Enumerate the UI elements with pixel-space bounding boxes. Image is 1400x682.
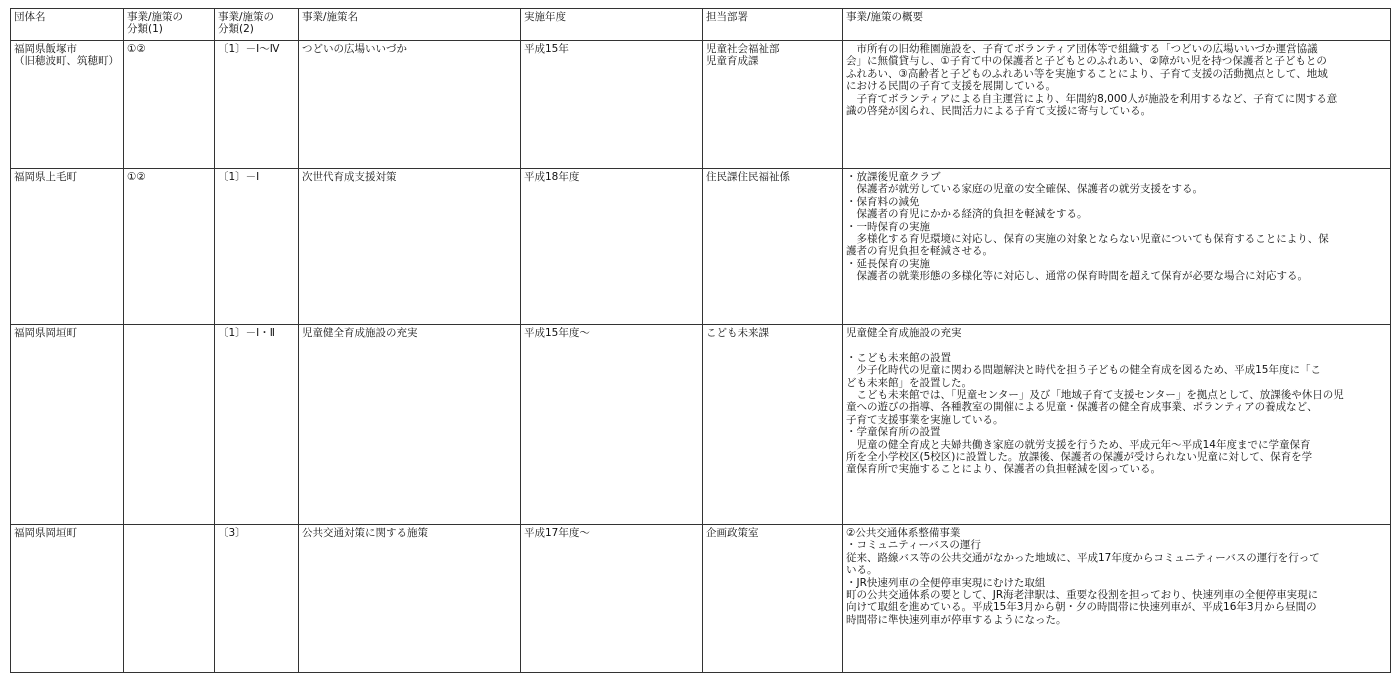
dept-line: 児童社会福祉部 [706, 43, 780, 55]
overview-cell [843, 325, 1391, 525]
dept-cell [703, 525, 843, 673]
header-line: 分類(1) [127, 23, 163, 36]
overview-line: 児童の健全育成と夫婦共働き家庭の就労支援を行うため、平成元年～平成14年度までに学童保育 [846, 438, 1311, 451]
measure-name-text: 次世代育成支援対策 [302, 171, 397, 183]
header-line: 実施年度 [524, 11, 566, 23]
dept-line: 企画政策室 [706, 527, 759, 539]
overview-line: 子育て支援事業を実施している。 [846, 413, 1004, 426]
measure-name-cell [299, 41, 521, 169]
overview-line: ・一時保育の実施 [846, 220, 930, 233]
year-text: 平成17年度～ [524, 527, 590, 539]
org-cell [11, 325, 124, 525]
table-row [11, 525, 1391, 673]
class2-text: 〔3〕 [218, 527, 246, 539]
measure-name-text: つどいの広場いいづか [302, 43, 407, 55]
dept-line: 児童育成課 [706, 55, 759, 68]
header-line: 事業/施策の [127, 11, 184, 23]
header-name [299, 9, 521, 41]
header-row [11, 9, 1391, 41]
overview-line: ふれあい、③高齢者と子どものふれあい等を実施することにより、子育て支援の活動拠点として、地域 [846, 67, 1328, 80]
class2-cell [215, 41, 299, 169]
overview-line [846, 339, 1387, 351]
overview-line: 市所有の旧幼稚園施設を、子育てボランティア団体等で組織する「つどいの広場いいづか運営協議 [846, 43, 1318, 55]
class1-cell [124, 525, 215, 673]
overview-line: ・こども未来館の設置 [846, 351, 951, 364]
overview-line: 子育てボランティアによる自主運営により、年間約8,000人が施設を利用するなど、子育てに関する意 [846, 92, 1338, 105]
class2-text: 〔1〕－Ⅰ～Ⅳ [218, 43, 280, 55]
year-text: 平成15年 [524, 43, 569, 55]
year-cell [521, 169, 703, 325]
overview-line: 町の公共交通体系の要として、JR海老津駅は、重要な役割を担っており、快速列車の全便停車実現に [846, 589, 1319, 602]
header-line: 分類(2) [218, 23, 254, 36]
overview-line: ・学童保育所の設置 [846, 426, 941, 439]
header-line: 事業/施策名 [302, 11, 359, 23]
overview-line: 多様化する育児環境に対応し、保育の実施の対象とならない児童についても保育することにより、保 [846, 233, 1329, 246]
header-line: 事業/施策の [218, 11, 275, 23]
overview-line: 護者の育児負担を軽減させる。 [846, 245, 993, 258]
municipal-measures-table [10, 8, 1391, 673]
org-cell [11, 169, 124, 325]
year-cell [521, 525, 703, 673]
overview-line: 児童健全育成施設の充実 [846, 327, 962, 339]
overview-line: 保護者の就業形態の多様化等に対応し、通常の保育時間を超えて保育が必要な場合に対応する。 [846, 270, 1308, 283]
header-line: 団体名 [14, 11, 46, 23]
overview-line: ・延長保育の実施 [846, 257, 930, 270]
overview-cell [843, 41, 1391, 169]
dept-line: 住民課住民福祉係 [706, 171, 790, 183]
org-line: 福岡県上毛町 [14, 171, 77, 183]
year-text: 平成15年度～ [524, 327, 590, 339]
class2-text: 〔1〕－Ⅰ [218, 171, 260, 183]
overview-line: ども未来館」を設置した。 [846, 376, 972, 389]
overview-line: ②公共交通体系整備事業 [846, 527, 961, 539]
header-org [11, 9, 124, 41]
table-row [11, 41, 1391, 169]
measure-name-text: 児童健全育成施設の充実 [302, 327, 418, 339]
class1-text: ①② [127, 43, 146, 55]
class2-cell [215, 169, 299, 325]
org-line: 福岡県岡垣町 [14, 327, 77, 339]
class1-cell [124, 325, 215, 525]
overview-line: いる。 [846, 564, 878, 577]
org-line: 福岡県岡垣町 [14, 527, 77, 539]
table-row [11, 325, 1391, 525]
header-overview [843, 9, 1391, 41]
overview-line: 識の啓発が図られ、民間活力による子育て支援に寄与している。 [846, 105, 1152, 118]
header-line: 事業/施策の概要 [846, 11, 924, 23]
org-line: 福岡県飯塚市 [14, 43, 77, 55]
class1-cell [124, 169, 215, 325]
overview-line: 会」に無償貸与し、①子育て中の保護者と子どもとのふれあい、②障がい児を持つ保護者と子どもとの [846, 55, 1327, 68]
overview-cell [843, 169, 1391, 325]
overview-line: 童への遊びの指導、各種教室の開催による児童・保護者の健全育成事業、ボランティアの養成など、 [846, 401, 1318, 414]
overview-line: における民間の子育て支援を展開している。 [846, 80, 1056, 93]
year-cell [521, 41, 703, 169]
header-class2 [215, 9, 299, 41]
measure-name-text: 公共交通対策に関する施策 [302, 527, 428, 539]
overview-line: こども未来館では、「児童センター」及び「地域子育て支援センター」を拠点として、放課後や休日の児 [846, 389, 1344, 402]
overview-line: ・放課後児童クラブ [846, 171, 941, 183]
overview-line: 従来、路線バス等の公共交通がなかった地域に、平成17年度からコミュニティーバスの運行を行って [846, 551, 1320, 564]
overview-line: 保護者の育児にかかる経済的負担を軽減をする。 [846, 208, 1088, 221]
header-dept [703, 9, 843, 41]
org-line: （旧穂波町、筑穂町） [14, 55, 119, 68]
year-cell [521, 325, 703, 525]
measure-name-cell [299, 325, 521, 525]
overview-line: 時間帯に準快速列車が停車するようになった。 [846, 613, 1067, 626]
overview-line: ・コミュニティーバスの運行 [846, 539, 981, 552]
dept-cell [703, 41, 843, 169]
overview-line: 所を全小学校区(5校区)に設置した。放課後、保護者の保護が受けられない児童に対して、保育を学 [846, 451, 1313, 464]
overview-cell [843, 525, 1391, 673]
overview-line: 向けて取組を進めている。平成15年3月から朝・夕の時間帯に快速列車が、平成16年3月から昼間の [846, 601, 1317, 614]
overview-line: ・保育料の減免 [846, 195, 920, 208]
measure-name-cell [299, 169, 521, 325]
overview-line: 少子化時代の児童に関わる問題解決と時代を担う子どもの健全育成を図るため、平成15年度に「こ [846, 364, 1321, 377]
dept-cell [703, 325, 843, 525]
dept-cell [703, 169, 843, 325]
overview-line: 保護者が就労している家庭の児童の安全確保、保護者の就労支援をする。 [846, 183, 1203, 196]
dept-line: こども未来課 [706, 327, 769, 339]
measure-name-cell [299, 525, 521, 673]
class1-cell [124, 41, 215, 169]
class2-cell [215, 525, 299, 673]
overview-line: 童保育所で実施することにより、保護者の負担軽減を図っている。 [846, 463, 1161, 476]
table-row [11, 169, 1391, 325]
year-text: 平成18年度 [524, 171, 580, 183]
overview-line: ・JR快速列車の全便停車実現にむけた取組 [846, 576, 1046, 589]
class1-text: ①② [127, 171, 146, 183]
class2-text: 〔1〕－Ⅰ・Ⅱ [218, 327, 275, 339]
header-year [521, 9, 703, 41]
header-line: 担当部署 [706, 11, 748, 23]
org-cell [11, 41, 124, 169]
class2-cell [215, 325, 299, 525]
org-cell [11, 525, 124, 673]
header-class1 [124, 9, 215, 41]
